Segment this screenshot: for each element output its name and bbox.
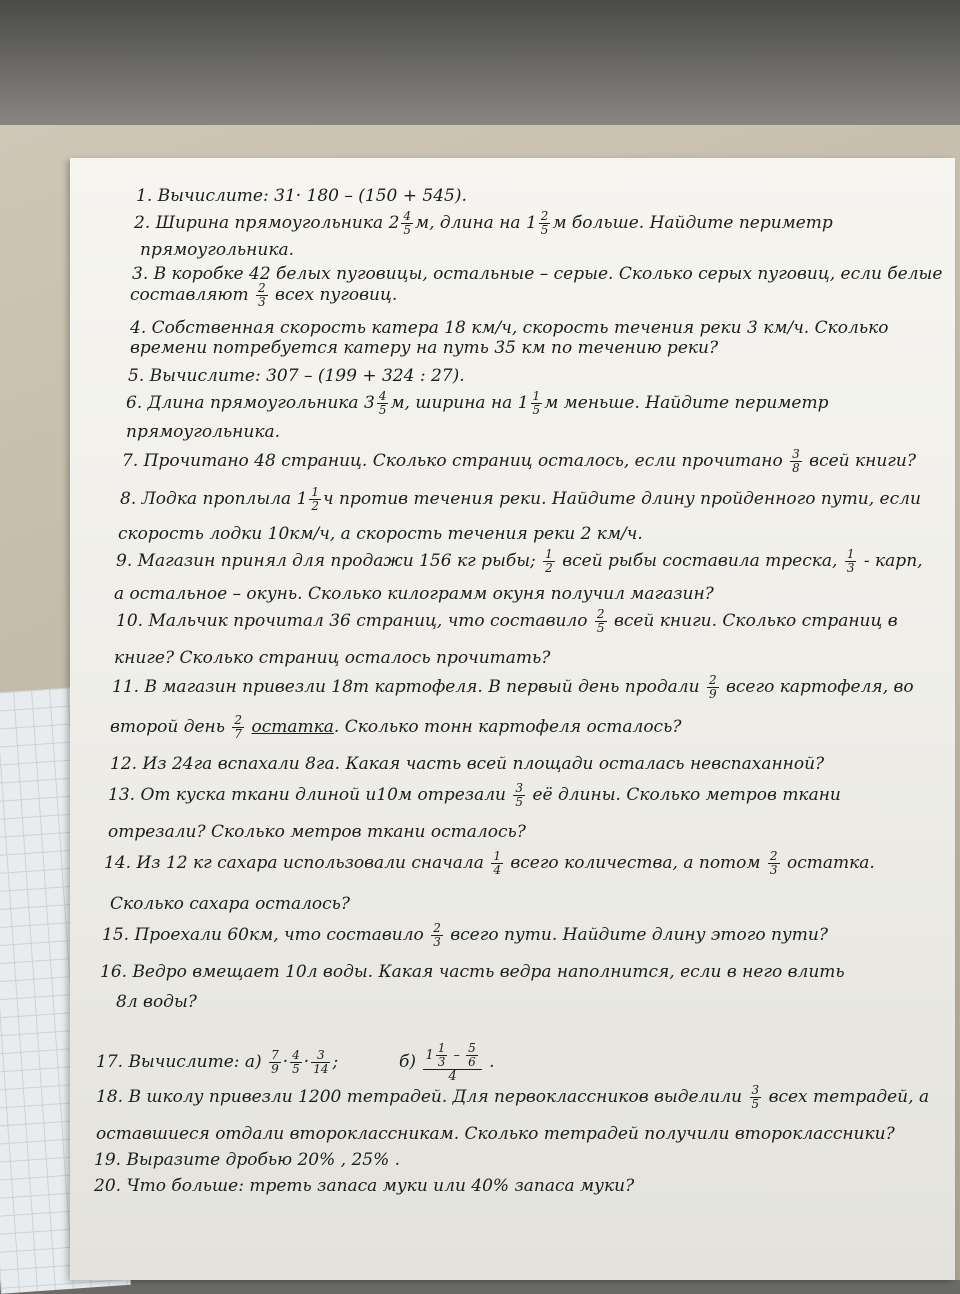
- fraction: $\frac{1}{3}$: [846, 547, 855, 575]
- fraction: $\frac{2}{5}$: [540, 209, 549, 237]
- problem-4: 4. Собственная скорость катера 18 км/ч, скорость течения реки 3 км/ч. Сколько: [130, 318, 889, 338]
- problem-11: 11. В магазин привезли 18т картофеля. В первый день продали $\frac{2}{9}$ всего картофеля, во: [112, 673, 914, 701]
- fraction: $\frac{4}{5}$: [378, 389, 387, 417]
- problem-6: 6. Длина прямоугольника 3 $\frac{4}{5}$ м, ширина на 1 $\frac{1}{5}$ м меньше. Найдите периметр: [126, 389, 829, 417]
- problem-1: 1. Вычислите: 31· 180 – (150 + 545).: [136, 186, 467, 206]
- fraction: $\frac{3}{5}$: [515, 781, 524, 809]
- problem-3-cont: составляют $\frac{2}{3}$ всех пуговиц.: [130, 281, 398, 309]
- problem-9-cont: а остальное – окунь. Сколько килограмм окуня получил магазин?: [114, 584, 714, 604]
- worksheet-page: [70, 158, 955, 1280]
- fraction: $\frac{2}{5}$: [596, 607, 605, 635]
- problem-10-cont: книге? Сколько страниц осталось прочитать?: [114, 648, 551, 668]
- fraction: $\frac{2}{7}$: [234, 713, 243, 741]
- problem-7: 7. Прочитано 48 страниц. Сколько страниц осталось, если прочитано $\frac{3}{8}$ всей книги?: [122, 447, 916, 475]
- problem-list: [70, 158, 955, 1280]
- problem-13-cont: отрезали? Сколько метров ткани осталось?: [108, 822, 526, 842]
- problem-3: 3. В коробке 42 белых пуговицы, остальные – серые. Сколько серых пуговиц, если белые: [132, 264, 943, 284]
- problem-6-cont: прямоугольника.: [126, 422, 281, 442]
- fraction: $\frac{4}{5}$: [403, 209, 412, 237]
- problem-15: 15. Проехали 60км, что составило $\frac{2}{3}$ всего пути. Найдите длину этого пути?: [102, 921, 828, 949]
- fraction: $\frac{2}{9}$: [708, 673, 717, 701]
- fraction: $\frac{3}{8}$: [792, 447, 800, 475]
- problem-11-cont: второй день $\frac{2}{7}$ остатка. Сколько тонн картофеля осталось?: [110, 713, 682, 741]
- fraction: $\frac{4}{5}$: [292, 1048, 300, 1076]
- problem-4-cont: времени потребуется катеру на путь 35 км по течению реки?: [130, 338, 719, 358]
- problem-14: 14. Из 12 кг сахара использовали сначала $\frac{1}{4}$ всего количества, а потом $\frac{2}{3}$ остатка.: [104, 849, 875, 877]
- fraction: $\frac{1}{5}$: [532, 389, 541, 417]
- problem-10: 10. Мальчик прочитал 36 страниц, что составило $\frac{2}{5}$ всей книги. Сколько страниц в: [116, 607, 898, 635]
- fraction: $\frac{1}{2}$: [545, 547, 553, 575]
- problem-16: 16. Ведро вмещает 10л воды. Какая часть ведра наполнится, если в него влить: [100, 962, 845, 982]
- fraction: $\frac{2}{3}$: [258, 281, 266, 309]
- fraction: $\frac{3}{5}$: [751, 1083, 760, 1111]
- problem-14-cont: Сколько сахара осталось?: [110, 894, 351, 914]
- problem-12: 12. Из 24га вспахали 8га. Какая часть всей площади осталась невспаханной?: [110, 754, 825, 774]
- fraction: $\frac{2}{3}$: [433, 921, 441, 949]
- fraction: $\frac{1}{2}$: [311, 485, 320, 513]
- problem-16-cont: 8л воды?: [116, 992, 197, 1012]
- problem-20: 20. Что больше: треть запаса муки или 40% запаса муки?: [94, 1176, 635, 1196]
- problem-13: 13. От куска ткани длиной и10м отрезали $\frac{3}{5}$ её длины. Сколько метров ткани: [108, 781, 841, 809]
- problem-9: 9. Магазин принял для продажи 156 кг рыбы; $\frac{1}{2}$ всей рыбы составила треска, $\frac{1}{3}$ - карп,: [116, 547, 923, 575]
- problem-18-cont: оставшиеся отдали второклассникам. Сколько тетрадей получили второклассники?: [96, 1124, 895, 1144]
- compound-fraction: 1 $\frac{1}{3}$ – $\frac{5}{6}$ 4: [423, 1042, 481, 1083]
- fraction: $\frac{1}{4}$: [493, 849, 501, 877]
- background-wall: [0, 0, 960, 140]
- problem-19: 19. Выразите дробью 20% , 25% .: [94, 1150, 401, 1170]
- problem-8-cont: скорость лодки 10км/ч, а скорость течения реки 2 км/ч.: [118, 524, 643, 544]
- problem-2-cont: прямоугольника.: [140, 240, 295, 260]
- problem-18: 18. В школу привезли 1200 тетрадей. Для первоклассников выделили $\frac{3}{5}$ всех тетрадей, а: [96, 1083, 930, 1111]
- problem-5: 5. Вычислите: 307 – (199 + 324 : 27).: [128, 366, 465, 386]
- problem-2: 2. Ширина прямоугольника 2 $\frac{4}{5}$ м, длина на 1 $\frac{2}{5}$ м больше. Найдите периметр: [134, 209, 833, 237]
- fraction: $\frac{2}{3}$: [769, 849, 778, 877]
- problem-17: 17. Вычислите: а) $\frac{7}{9}$ · $\frac{4}{5}$ · $\frac{3}{14}$ ; б) 1 $\frac{1}{3}$ – $\frac{5}{6}$ 4 .: [96, 1041, 495, 1084]
- fraction: $\frac{3}{14}$: [313, 1048, 329, 1076]
- fraction: $\frac{7}{9}$: [271, 1048, 279, 1076]
- problem-8: 8. Лодка проплыла 1 $\frac{1}{2}$ ч против течения реки. Найдите длину пройденного пути, если: [120, 485, 921, 513]
